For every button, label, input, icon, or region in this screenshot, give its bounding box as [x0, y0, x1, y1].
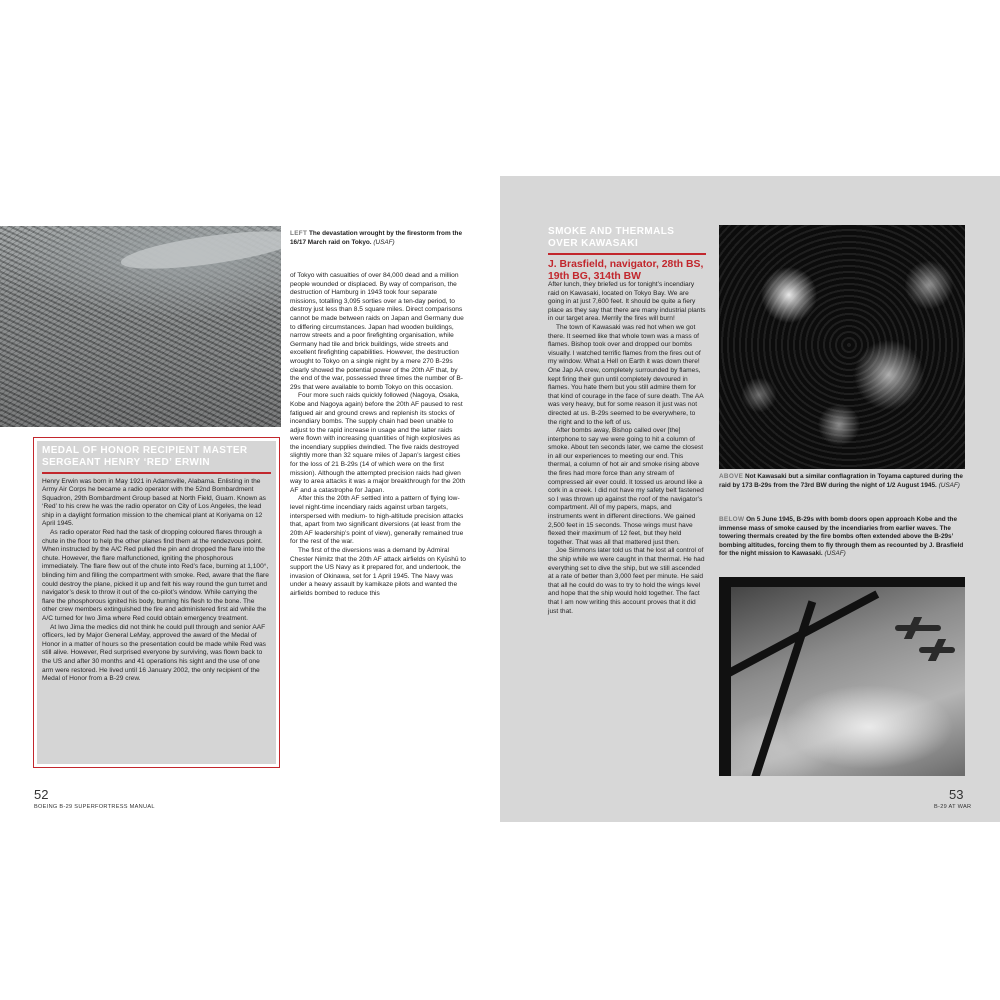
sidebar-title-rule: [42, 472, 271, 474]
caption-text: Not Kawasaki but a similar conflagration in Toyama captured during the raid by 173 B-29s from the 73rd BW during the night of 1/2 August 1945.: [719, 473, 963, 489]
sidebar-paragraph: At Iwo Jima the medics did not think he could pull through and senior AAF officers, led by Major General LeMay, approved the award of the Medal of Honor in a matter of hours so the presentation could be made while Red was still alive. However, Red surprised everyone by surviving, was flown back to the US and after 30 months and 41 operations his sight and the use of one arm were restored. He lived until 16 January 2002, the only recipient of the Medal of Honor from a B-29 crew.: [42, 623, 266, 683]
b29-bomber: [895, 625, 941, 631]
sidebar-paragraph: Henry Erwin was born in May 1921 in Adamsville, Alabama. Enlisting in the Army Air Corps he became a radio operator with the 52nd Bombardment Squadron, 29th Bombardment Group based at North Field, Guam. Known as ‘Red’ to his crew he was the radio operator on City of Los Angeles, the lead ship in a daylight formation mission to the chemical plant at Koriyama on 12 April 1945.: [42, 477, 266, 528]
caption-credit: (USAF): [371, 238, 395, 246]
right-text-column: [548, 281, 706, 616]
sidebar-paragraph: As radio operator Red had the task of dropping coloured flares through a chute in the floor to help the other planes find them at the rendezvous point. When instructed by the A/C Red pulled the pin and dropped the flare into the chute. However, the flare malfunctioned, igniting the phosphorous immediately. The flare flew out of the chute into Red’s face, burning at 1,100°, blinding him and filling the compartment with smoke. Red, aware that the flare could destroy the plane, picked it up and felt his way round the gun turret and navigator’s desk to throw it out of the co-pilot’s window. While carrying the flare the phosphorous ignited his body, burning his flesh to the bone. The other crew members extinguished the fire and administered first aid while the A/C turned for Iwo Jima where Red could obtain emergency treatment.: [42, 529, 269, 622]
caption-text: The devastation wrought by the firestorm from the 16/17 March raid on Tokyo.: [290, 230, 462, 246]
running-footer-right: B-29 AT WAR: [934, 804, 972, 810]
body-paragraph: After this the 20th AF settled into a pattern of flying low-level night-time incendiary raids against urban targets, interspersed with medium- to high-altitude precision attacks that, apart from two significant diversions (at least from the 20th AF leadership’s point of view), generally remained true for the rest of the war.: [290, 495, 464, 546]
tokyo-devastation-photo: [0, 226, 281, 427]
page-number-left: 52: [34, 787, 49, 802]
caption-tag: BELOW: [719, 516, 745, 523]
body-paragraph: of Tokyo with casualties of over 84,000 dead and a million people wounded or displaced. By way of comparison, the destruction of Hamburg in 1943 took four separate missions, totalling 3,095 sorties over a ten-day period, to destroy just less than 8.5 square miles. Direct comparisons cannot be made between raids on Japan and Germany due to differing circumstances. Japan had wooden buildings, narrow streets and a poor firefighting organisation, while Germany had tile and brick buildings, wide streets and excellent firefighting capabilities. However, the destruction wrought to Tokyo on a single night by a mere 270 B-29s clearly showed the potential power of the 20th AF that, by the end of the war, possessed three times the number of B-29s that were available to bomb Tokyo on this occasion.: [290, 272, 464, 391]
body-paragraph: The town of Kawasaki was red hot when we got there. It seemed like that whole town was a mass of flames. Bishop took over and dropped our bombs visually. I watched terrific flames from the fires out of my window. What a Hell on Earth it was down there! One Jap AA crew, completely surrounded by flames, kept firing their gun until completely devoured in flames. You hate them but you still admire them for that kind of courage in the face of sure death. The AA was very heavy, but for some reason it just was not directed at us. B-29s seemed to be everywhere, to the right and to the left of us.: [548, 323, 704, 426]
tokyo-photo-caption: [290, 230, 466, 247]
river: [119, 226, 281, 276]
caption-credit: (USAF): [936, 481, 960, 489]
smoke-section-heading: [548, 226, 706, 283]
sidebar-title: MEDAL OF HONOR RECIPIENT MASTER SERGEANT HENRY ‘RED’ ERWIN: [42, 445, 248, 468]
author-byline: J. Brasfield, navigator, 28th BS, 19th BG, 314th BW: [548, 258, 704, 282]
caption-credit: (USAF): [822, 550, 846, 558]
section-title: SMOKE AND THERMALS OVER KAWASAKI: [548, 226, 675, 249]
b29-bomber: [919, 647, 955, 653]
body-paragraph: The first of the diversions was a demand by Admiral Chester Nimitz that the 20th AF attack airfields on Kyūshū to support the US Navy as it prepared for, and undertook, the invasion of Okinawa, set for 1 April 1945. The Navy was under a heavy assault by kamikaze pilots and wanted the airfields bombed to reduce this: [290, 547, 466, 597]
sidebar-panel: [37, 441, 276, 764]
page-number-right: 53: [949, 787, 964, 802]
window-frame: [719, 577, 731, 776]
caption-text: On 5 June 1945, B-29s with bomb doors open approach Kobe and the immense mass of smoke caused by the incendiaries from earlier waves. The towering thermals created by the fire bombs often extended above the B-29s’ bombing altitudes, forcing them to fly through them as recounted by J. Brasfield for the night mission to Kawasaki.: [719, 516, 964, 558]
kobe-bombers-photo: [719, 577, 965, 776]
caption-tag: LEFT: [290, 230, 308, 237]
section-title-rule: [548, 253, 706, 255]
left-text-column: [290, 272, 466, 599]
toyama-fire-photo: [719, 225, 965, 469]
body-paragraph: After lunch, they briefed us for tonight’s incendiary raid on Kawasaki, located on Tokyo Bay. We are going in at just 7,600 feet. It should be quite a fiery place as they say that there are many industrial plants in our target area. Merrily the fires will burn!: [548, 281, 706, 323]
caption-tag: ABOVE: [719, 473, 744, 480]
body-paragraph: After bombs away, Bishop called over [the] interphone to say we were going to hit a column of smoke. About ten seconds later, we came the closest in all our experiences to meeting our end. This thermal, a column of hot air and smoke rising above the fires had more force than any stream of compressed air ever could. It tossed us around like a cork in a creek. I did not have my safety belt fastened so I was thrown up against the roof of the navigator’s compartment. All of my papers, maps, and instruments went in different directions. We gained 2,500 feet in 15 seconds. Those wings must have flexed their maximum of 12 feet, but they held together. That was all that mattered just then.: [548, 427, 704, 546]
running-footer-left: BOEING B-29 SUPERFORTRESS MANUAL: [34, 804, 155, 810]
window-frame: [750, 600, 816, 776]
below-photo-caption: [719, 516, 965, 559]
sidebar-body: [42, 478, 271, 684]
above-photo-caption: [719, 473, 965, 490]
medal-of-honor-sidebar: [33, 437, 280, 768]
body-paragraph: Four more such raids quickly followed (Nagoya, Osaka, Kobe and Nagoya again) before the 20th AF paused to rest fatigued air and ground crews and replenish its stocks of incendiary bombs. The supply chain had been unable to adjust to the rapid increase in usage and the latter raids were flown with increasing quantities of high explosives as the incendiary supplies dwindled. The five raids destroyed slightly more than 32 square miles of Japan’s largest cities for the loss of 21 B-29s (14 of which were on the first mission). Although the attempted precision raids had given way to area attacks it was a major breakthrough for the 20th AF and a catastrophe for Japan.: [290, 392, 466, 494]
body-paragraph: Joe Simmons later told us that he lost all control of the ship while we were caught in that thermal. He had everything set to dive the ship, but we still ascended at a rate of better than 3,000 feet per minute. He said that all he could do was to try to hold the wings level and hope that the ship would hold together. The fact that I am now writing this account proves that it did just that.: [548, 547, 705, 615]
window-frame: [719, 577, 965, 587]
